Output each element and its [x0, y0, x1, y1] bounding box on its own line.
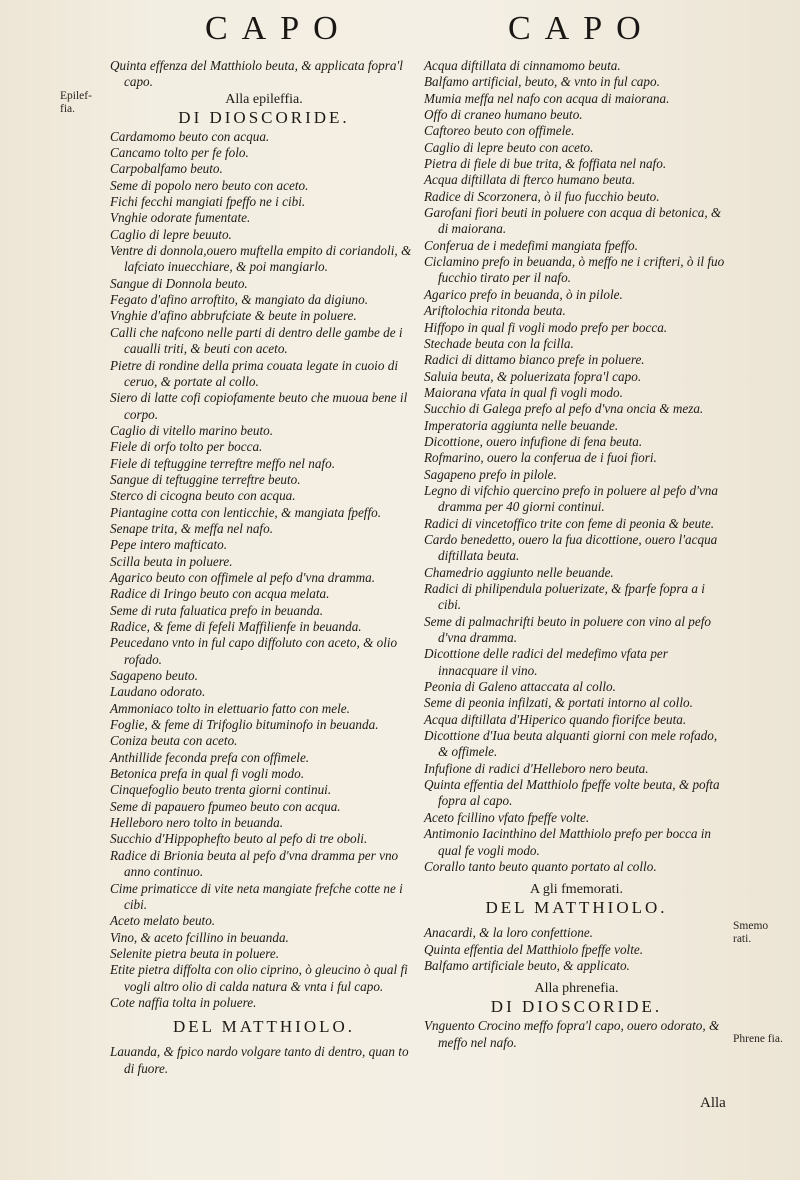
remedy-entry: Hiffopo in qual fi vogli modo prefo per bocca. [424, 319, 668, 335]
right-dioscoride-entries [424, 1018, 729, 1051]
remedy-entry: Betonica prefa in qual fi vogli modo. [110, 766, 305, 782]
remedy-entry: Radici di vincetoffico trite con feme di peonia & beute. [424, 515, 715, 531]
remedy-entry: Maiorana vfata in qual fi vogli modo. [424, 384, 623, 400]
remedy-entry: Sangue di teftuggine terreftre beuto. [110, 471, 301, 487]
left-dioscoride-entries [110, 129, 418, 1012]
remedy-entry: Seme di ruta faluatica prefo in beuanda. [110, 602, 324, 618]
remedy-entry: Dicottione, ouero infufione di fena beuta. [424, 433, 643, 449]
remedy-entry: Balfamo artificial, beuto, & vnto in ful capo. [424, 74, 660, 90]
remedy-entry: Carpobalfamo beuto. [110, 161, 223, 177]
remedy-entry: Antimonio Iacinthino del Matthiolo prefo per bocca in qual fe vogli modo. [424, 826, 712, 858]
remedy-entry: Imperatoria aggiunta nelle beuande. [424, 417, 619, 433]
section-head-matthiolo-right: DEL MATTHIOLO. [485, 898, 668, 918]
remedy-entry: Sagapeno prefo in pilole. [424, 466, 557, 482]
remedy-entry: Agarico beuto con offimele al pefo d'vna dramma. [110, 569, 376, 585]
remedy-entry: Legno di vifchio quercino prefo in poluere al pefo d'vna dramma per 40 giorni continui. [424, 482, 718, 515]
remedy-entry: Cardo benedetto, ouero la fua dicottione, ouero l'acqua diftillata beuta. [424, 531, 718, 564]
margin-note-epilepsia: Epilef-fia. [60, 90, 92, 115]
remedy-entry: Vnghie odorate fumentate. [110, 210, 251, 226]
remedy-entry: Sangue di Donnola beuto. [110, 275, 248, 291]
remedy-entry: Siero di latte cofi copiofamente beuto che muoua bene il corpo. [110, 390, 408, 422]
remedy-entry: Acqua diftillata di fterco humano beuta. [424, 172, 636, 188]
heading-agli-smemorati: A gli fmemorati. [530, 882, 623, 898]
remedy-entry: Sagapeno beuto. [110, 668, 198, 684]
remedy-entry: Infufione di radici d'Helleboro nero beuta. [424, 760, 649, 776]
remedy-entry: Peucedano vnto in ful capo diffoluto con aceto, & olio rofado. [110, 635, 398, 667]
remedy-entry: Acqua diftillata d'Hiperico quando fiorifce beuta. [424, 711, 687, 727]
remedy-entry: Quinta effentia del Matthiolo fpeffe volte beuta, & pofta fopra al capo. [424, 777, 720, 809]
remedy-entry: Ariftolochia ritonda beuta. [424, 303, 566, 319]
remedy-entry: Mumia meffa nel nafo con acqua di maiorana. [424, 90, 670, 106]
remedy-entry: Vnguento Crocino meffo fopra'l capo, ouero odorato, & meffo nel nafo. [424, 1018, 720, 1050]
remedy-entry: Dicottione delle radici del medefimo vfata per innacquare il vino. [424, 646, 668, 678]
running-head-right: CAPO [508, 10, 655, 47]
remedy-entry: Sterco di cicogna beuto con acqua. [110, 488, 296, 504]
remedy-entry: Cote naffia tolta in poluere. [110, 994, 257, 1010]
remedy-entry: Helleboro nero tolto in beuanda. [110, 815, 284, 831]
remedy-entry: Saluia beuta, & poluerizata fopra'l capo. [424, 368, 642, 384]
heading-alla-epilepsia: Alla epileffia. [225, 91, 303, 107]
remedy-entry: Ventre di donnola,ouero muftella empito di coriandoli, & lafciato inuecchiare, & poi mangiarlo. [110, 243, 412, 275]
remedy-entry: Coniza beuta con aceto. [110, 733, 238, 749]
margin-note-smemorati: Smemo rati. [733, 920, 769, 945]
section-head-dioscoride-right: DI DIOSCORIDE. [490, 997, 663, 1017]
remedy-entry: Seme di peonia infilzati, & portati intorno al collo. [424, 695, 693, 711]
remedy-entry: Caftoreo beuto con offimele. [424, 123, 575, 139]
remedy-entry: Dicottione d'Iua beuta alquanti giorni con mele rofado, & offimele. [424, 728, 718, 760]
remedy-entry: Fichi fecchi mangiati fpeffo ne i cibi. [110, 194, 306, 210]
remedy-entry: Calli che nafcono nelle parti di dentro delle gambe de i caualli triti, & beuti con aceto. [110, 324, 403, 357]
left-opening-entries [110, 58, 418, 91]
remedy-entry: Caglio di lepre beuuto. [110, 226, 232, 242]
remedy-entry: Seme di papauero fpumeo beuto con acqua. [110, 798, 341, 814]
remedy-entry: Seme di popolo nero beuto con aceto. [110, 177, 309, 193]
remedy-entry: Cime primaticce di vite neta mangiate frefche cotte ne i cibi. [110, 880, 403, 912]
remedy-entry: Laudano odorato. [110, 684, 206, 700]
remedy-entry: Anacardi, & la loro confettione. [424, 925, 593, 941]
remedy-entry: Ciclamino prefo in beuanda, ò meffo ne i crifteri, ò il fuo fucchio tirato per il nafo. [424, 254, 725, 286]
remedy-entry: Rofmarino, ouero la conferua de i fuoi fiori. [424, 450, 657, 466]
remedy-entry: Fiele di orfo tolto per bocca. [110, 439, 263, 455]
remedy-entry: Radice, & feme di fefeli Maffilienfe in beuanda. [110, 619, 362, 634]
remedy-entry: Vino, & aceto fcillino in beuanda. [110, 929, 289, 945]
remedy-entry: Aceto melato beuto. [110, 913, 216, 929]
remedy-entry: Offo di craneo humano beuto. [424, 107, 583, 123]
remedy-entry: Corallo tanto beuto quanto portato al collo. [424, 858, 657, 874]
remedy-entry: Acqua diftillata di cinnamomo beuta. [424, 58, 621, 73]
right-matthiolo-entries [424, 925, 729, 974]
running-head-left: CAPO [205, 10, 352, 47]
remedy-entry: Aceto fcillino vfato fpeffe volte. [424, 809, 590, 825]
left-column [110, 58, 418, 1077]
remedy-entry: Caglio di lepre beuto con aceto. [424, 139, 594, 155]
remedy-entry: Cardamomo beuto con acqua. [110, 128, 270, 144]
remedy-entry: Quinta effentia del Matthiolo fpeffe volte. [424, 941, 644, 957]
remedy-entry: Radice di Brionia beuta al pefo d'vna dramma per vno anno continuo. [110, 847, 399, 880]
remedy-entry: Fegato d'afino arroftito, & mangiato da digiuno. [110, 292, 369, 308]
remedy-entry: Pepe intero mafticato. [110, 537, 228, 553]
remedy-entry: Radice di Scorzonera, ò il fuo fucchio beuto. [424, 188, 660, 204]
remedy-entry: Chamedrio aggiunto nelle beuande. [424, 564, 614, 580]
remedy-entry: Stechade beuta con la fcilla. [424, 335, 574, 351]
remedy-entry: Senape trita, & meffa nel nafo. [110, 520, 273, 536]
remedy-entry: Cinquefoglio beuto trenta giorni continui. [110, 782, 332, 798]
remedy-entry: Peonia di Galeno attaccata al collo. [424, 679, 616, 695]
remedy-entry: Caglio di vitello marino beuto. [110, 422, 274, 438]
remedy-entry: Scilla beuta in poluere. [110, 553, 233, 569]
heading-alla-phrenesia: Alla phrenefia. [534, 981, 619, 997]
left-matthiolo-entries [110, 1044, 418, 1077]
remedy-entry: Succhio d'Hippophefto beuto al pefo di tre oboli. [110, 831, 368, 847]
remedy-entry: Conferua de i medefimi mangiata fpeffo. [424, 237, 638, 253]
right-column [424, 58, 729, 1051]
catchword: Alla [700, 1095, 726, 1111]
remedy-entry: Succhio di Galega prefo al pefo d'vna oncia & meza. [424, 401, 704, 417]
remedy-entry: Lauanda, & fpico nardo volgare tanto di dentro, quan to di fuore. [110, 1044, 409, 1076]
right-top-entries [424, 58, 729, 875]
remedy-entry: Radice di Iringo beuto con acqua melata. [110, 586, 330, 602]
remedy-entry: Etite pietra diffolta con olio ciprino, ò gleucino ò qual fi vogli altro olio di calda natura & vnta i ful capo. [110, 962, 408, 994]
remedy-entry: Cancamo tolto per fe folo. [110, 145, 249, 161]
remedy-entry: Garofani fiori beuti in poluere con acqua di betonica, & di maiorana. [424, 205, 722, 237]
remedy-entry: Radici di philipendula poluerizate, & fparfe fopra a i cibi. [424, 581, 705, 613]
remedy-entry: Piantagine cotta con lenticchie, & mangiata fpeffo. [110, 504, 382, 520]
remedy-entry: Seme di palmachrifti beuto in poluere con vino al pefo d'vna dramma. [424, 613, 712, 646]
remedy-entry: Ammoniaco tolto in elettuario fatto con mele. [110, 700, 350, 716]
remedy-entry: Fiele di teftuggine terreftre meffo nel nafo. [110, 455, 335, 471]
remedy-entry: Selenite pietra beuta in poluere. [110, 945, 280, 961]
remedy-entry: Pietra di fiele di bue trita, & foffiata nel nafo. [424, 156, 667, 172]
section-head-dioscoride-left: DI DIOSCORIDE. [178, 107, 350, 127]
remedy-entry: Pietre di rondine della prima couata legate in cuoio di ceruo, & portate al collo. [110, 357, 398, 389]
remedy-entry: Vnghie d'afino abbrufciate & beute in poluere. [110, 308, 357, 324]
remedy-entry: Foglie, & feme di Trifoglio bituminofo in beuanda. [110, 717, 379, 733]
remedy-entry: Anthillide feconda prefa con offimele. [110, 749, 310, 765]
margin-note-phrenesia: Phrene fia. [733, 1033, 783, 1045]
remedy-entry: Radici di dittamo bianco prefe in poluere. [424, 352, 645, 368]
section-head-matthiolo-left: DEL MATTHIOLO. [172, 1017, 356, 1037]
remedy-entry: Balfamo artificiale beuto, & applicato. [424, 957, 630, 973]
remedy-entry: Quinta effenza del Matthiolo beuta, & applicata fopra'l capo. [110, 58, 403, 90]
remedy-entry: Agarico prefo in beuanda, ò in pilole. [424, 286, 623, 302]
